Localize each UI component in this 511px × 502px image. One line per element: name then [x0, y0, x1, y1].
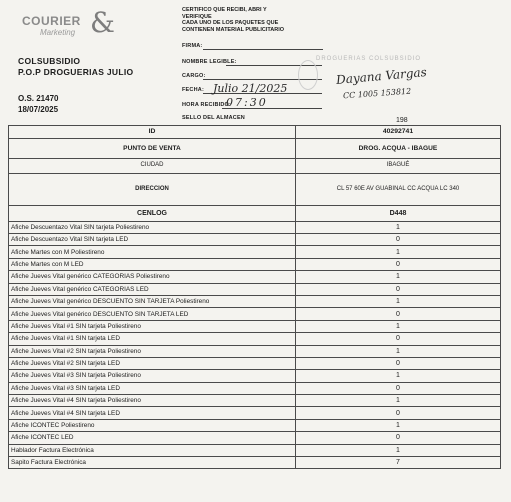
cert-line: CONTIENEN MATERIAL PUBLICITARIO — [182, 26, 285, 33]
cert-line: VERIFIQUE — [182, 13, 212, 20]
order-number: O.S. 21470 — [18, 94, 59, 103]
hora-label: HORA RECIBIDO: — [182, 102, 232, 108]
cenlog-value: D448 — [296, 205, 501, 221]
item-name: Afiche Jueves Vital genérico CATEGORIAS LED — [9, 283, 296, 295]
table-row — [9, 283, 501, 295]
item-name: Afiche Jueves Vital #4 SIN tarjeta Poliestireno — [9, 395, 296, 407]
item-qty: 0 — [296, 233, 501, 245]
item-name: Afiche Jueves Vital #3 SIN tarjeta LED — [9, 382, 296, 394]
table-row — [9, 138, 501, 158]
handwritten-hora: 07:30 — [226, 96, 268, 109]
cenlog-label: CENLOG — [9, 205, 296, 221]
item-qty: 1 — [296, 320, 501, 332]
item-name: Afiche Jueves Vital #3 SIN tarjeta Poliestireno — [9, 370, 296, 382]
sender-line1: COLSUBSIDIO — [18, 56, 81, 66]
table-row — [9, 370, 501, 382]
item-qty: 1 — [296, 246, 501, 258]
table-row — [9, 205, 501, 221]
pv-value: DROG. ACQUA - IBAGUE — [296, 138, 501, 158]
item-qty: 7 — [296, 457, 501, 469]
stamp-text: DROGUERIAS COLSUBSIDIO — [316, 56, 422, 62]
faded-stamp — [298, 52, 448, 100]
delivery-table — [8, 125, 501, 469]
item-qty: 0 — [296, 357, 501, 369]
firma-line — [203, 49, 323, 50]
table-row — [9, 444, 501, 456]
item-name: Afiche Jueves Vital #1 SIN tarjeta LED — [9, 333, 296, 345]
table-row — [9, 308, 501, 320]
handwritten-nombre: Dayana Vargas — [335, 65, 428, 87]
item-name: Afiche Jueves Vital #2 SIN tarjeta Poliestireno — [9, 345, 296, 357]
table-row — [9, 126, 501, 139]
item-qty: 0 — [296, 258, 501, 270]
item-name: Sapito Factura Electrónica — [9, 457, 296, 469]
fecha-label: FECHA: — [182, 87, 204, 93]
cert-line: CERTIFICO QUE RECIBI, ABRI Y — [182, 7, 267, 13]
table-row — [9, 271, 501, 283]
item-qty: 1 — [296, 419, 501, 431]
item-qty: 1 — [296, 444, 501, 456]
table-row — [9, 345, 501, 357]
table-row — [9, 158, 501, 173]
cargo-label: CARGO: — [182, 73, 206, 79]
item-qty: 1 — [296, 370, 501, 382]
item-qty: 0 — [296, 382, 501, 394]
sello-label: SELLO DEL ALMACEN — [182, 115, 245, 121]
item-name: Afiche Martes con M LED — [9, 258, 296, 270]
table-row — [9, 233, 501, 245]
item-qty: 1 — [296, 345, 501, 357]
table-row — [9, 432, 501, 444]
table-row — [9, 258, 501, 270]
certificate-text — [182, 7, 312, 33]
logo-sub: Marketing — [40, 28, 76, 37]
pv-label: PUNTO DE VENTA — [9, 138, 296, 158]
table-row — [9, 395, 501, 407]
id-value: 40292741 — [296, 126, 501, 139]
item-name: Afiche ICONTEC Poliestireno — [9, 419, 296, 431]
table-row — [9, 173, 501, 205]
table-row — [9, 357, 501, 369]
handwritten-cc: CC 1005 153812 — [342, 86, 412, 101]
table-row — [9, 221, 501, 233]
item-name: Afiche Jueves Vital genérico DESCUENTO SIN TARJETA Poliestireno — [9, 295, 296, 307]
firma-label: FIRMA: — [182, 43, 203, 49]
item-qty: 0 — [296, 432, 501, 444]
handwritten-fecha: Julio 21/2025 — [213, 82, 288, 95]
direccion-label: DIRECCION — [9, 173, 296, 205]
sheet-number: 198 — [396, 117, 408, 124]
table-row — [9, 407, 501, 419]
item-qty: 1 — [296, 395, 501, 407]
item-rows — [9, 221, 501, 469]
sender-line2: P.O.P DROGUERIAS JULIO — [18, 67, 134, 77]
item-qty: 0 — [296, 333, 501, 345]
item-qty: 0 — [296, 283, 501, 295]
item-qty: 0 — [296, 308, 501, 320]
ciudad-value: IBAGUÉ — [296, 158, 501, 173]
item-qty: 0 — [296, 407, 501, 419]
item-name: Afiche Descuentazo Vital SIN tarjeta LED — [9, 233, 296, 245]
sender-block — [18, 56, 133, 78]
cert-line: CADA UNO DE LOS PAQUETES QUE — [182, 20, 279, 26]
ciudad-label: CIUDAD — [9, 158, 296, 173]
table-row — [9, 320, 501, 332]
courier-logo — [16, 6, 115, 44]
item-qty: 1 — [296, 295, 501, 307]
table-row — [9, 382, 501, 394]
item-qty: 1 — [296, 221, 501, 233]
table-row — [9, 457, 501, 469]
item-name: Afiche ICONTEC LED — [9, 432, 296, 444]
order-block — [18, 93, 58, 115]
logo-word: COURIER — [22, 14, 81, 28]
item-name: Afiche Jueves Vital genérico DESCUENTO SIN TARJETA LED — [9, 308, 296, 320]
nombre-label: NOMBRE LEGIBLE: — [182, 59, 237, 65]
direccion-value: CL 57 60E AV GUABINAL CC ACQUA LC 340 — [296, 173, 501, 205]
item-name: Hablador Factura Electrónica — [9, 444, 296, 456]
stamp-ring-icon — [298, 60, 318, 90]
table-row — [9, 333, 501, 345]
item-name: Afiche Jueves Vital genérico CATEGORIAS Poliestireno — [9, 271, 296, 283]
id-label: ID — [9, 126, 296, 139]
table-row — [9, 419, 501, 431]
item-name: Afiche Jueves Vital #2 SIN tarjeta LED — [9, 357, 296, 369]
table-row — [9, 295, 501, 307]
item-qty: 1 — [296, 271, 501, 283]
table-row — [9, 246, 501, 258]
item-name: Afiche Jueves Vital #4 SIN tarjeta LED — [9, 407, 296, 419]
logo-ampersand-icon: & — [90, 6, 115, 39]
item-name: Afiche Jueves Vital #1 SIN tarjeta Poliestireno — [9, 320, 296, 332]
item-name: Afiche Martes con M Poliestireno — [9, 246, 296, 258]
order-date: 18/07/2025 — [18, 105, 59, 114]
item-name: Afiche Descuentazo Vital SIN tarjeta Poliestireno — [9, 221, 296, 233]
